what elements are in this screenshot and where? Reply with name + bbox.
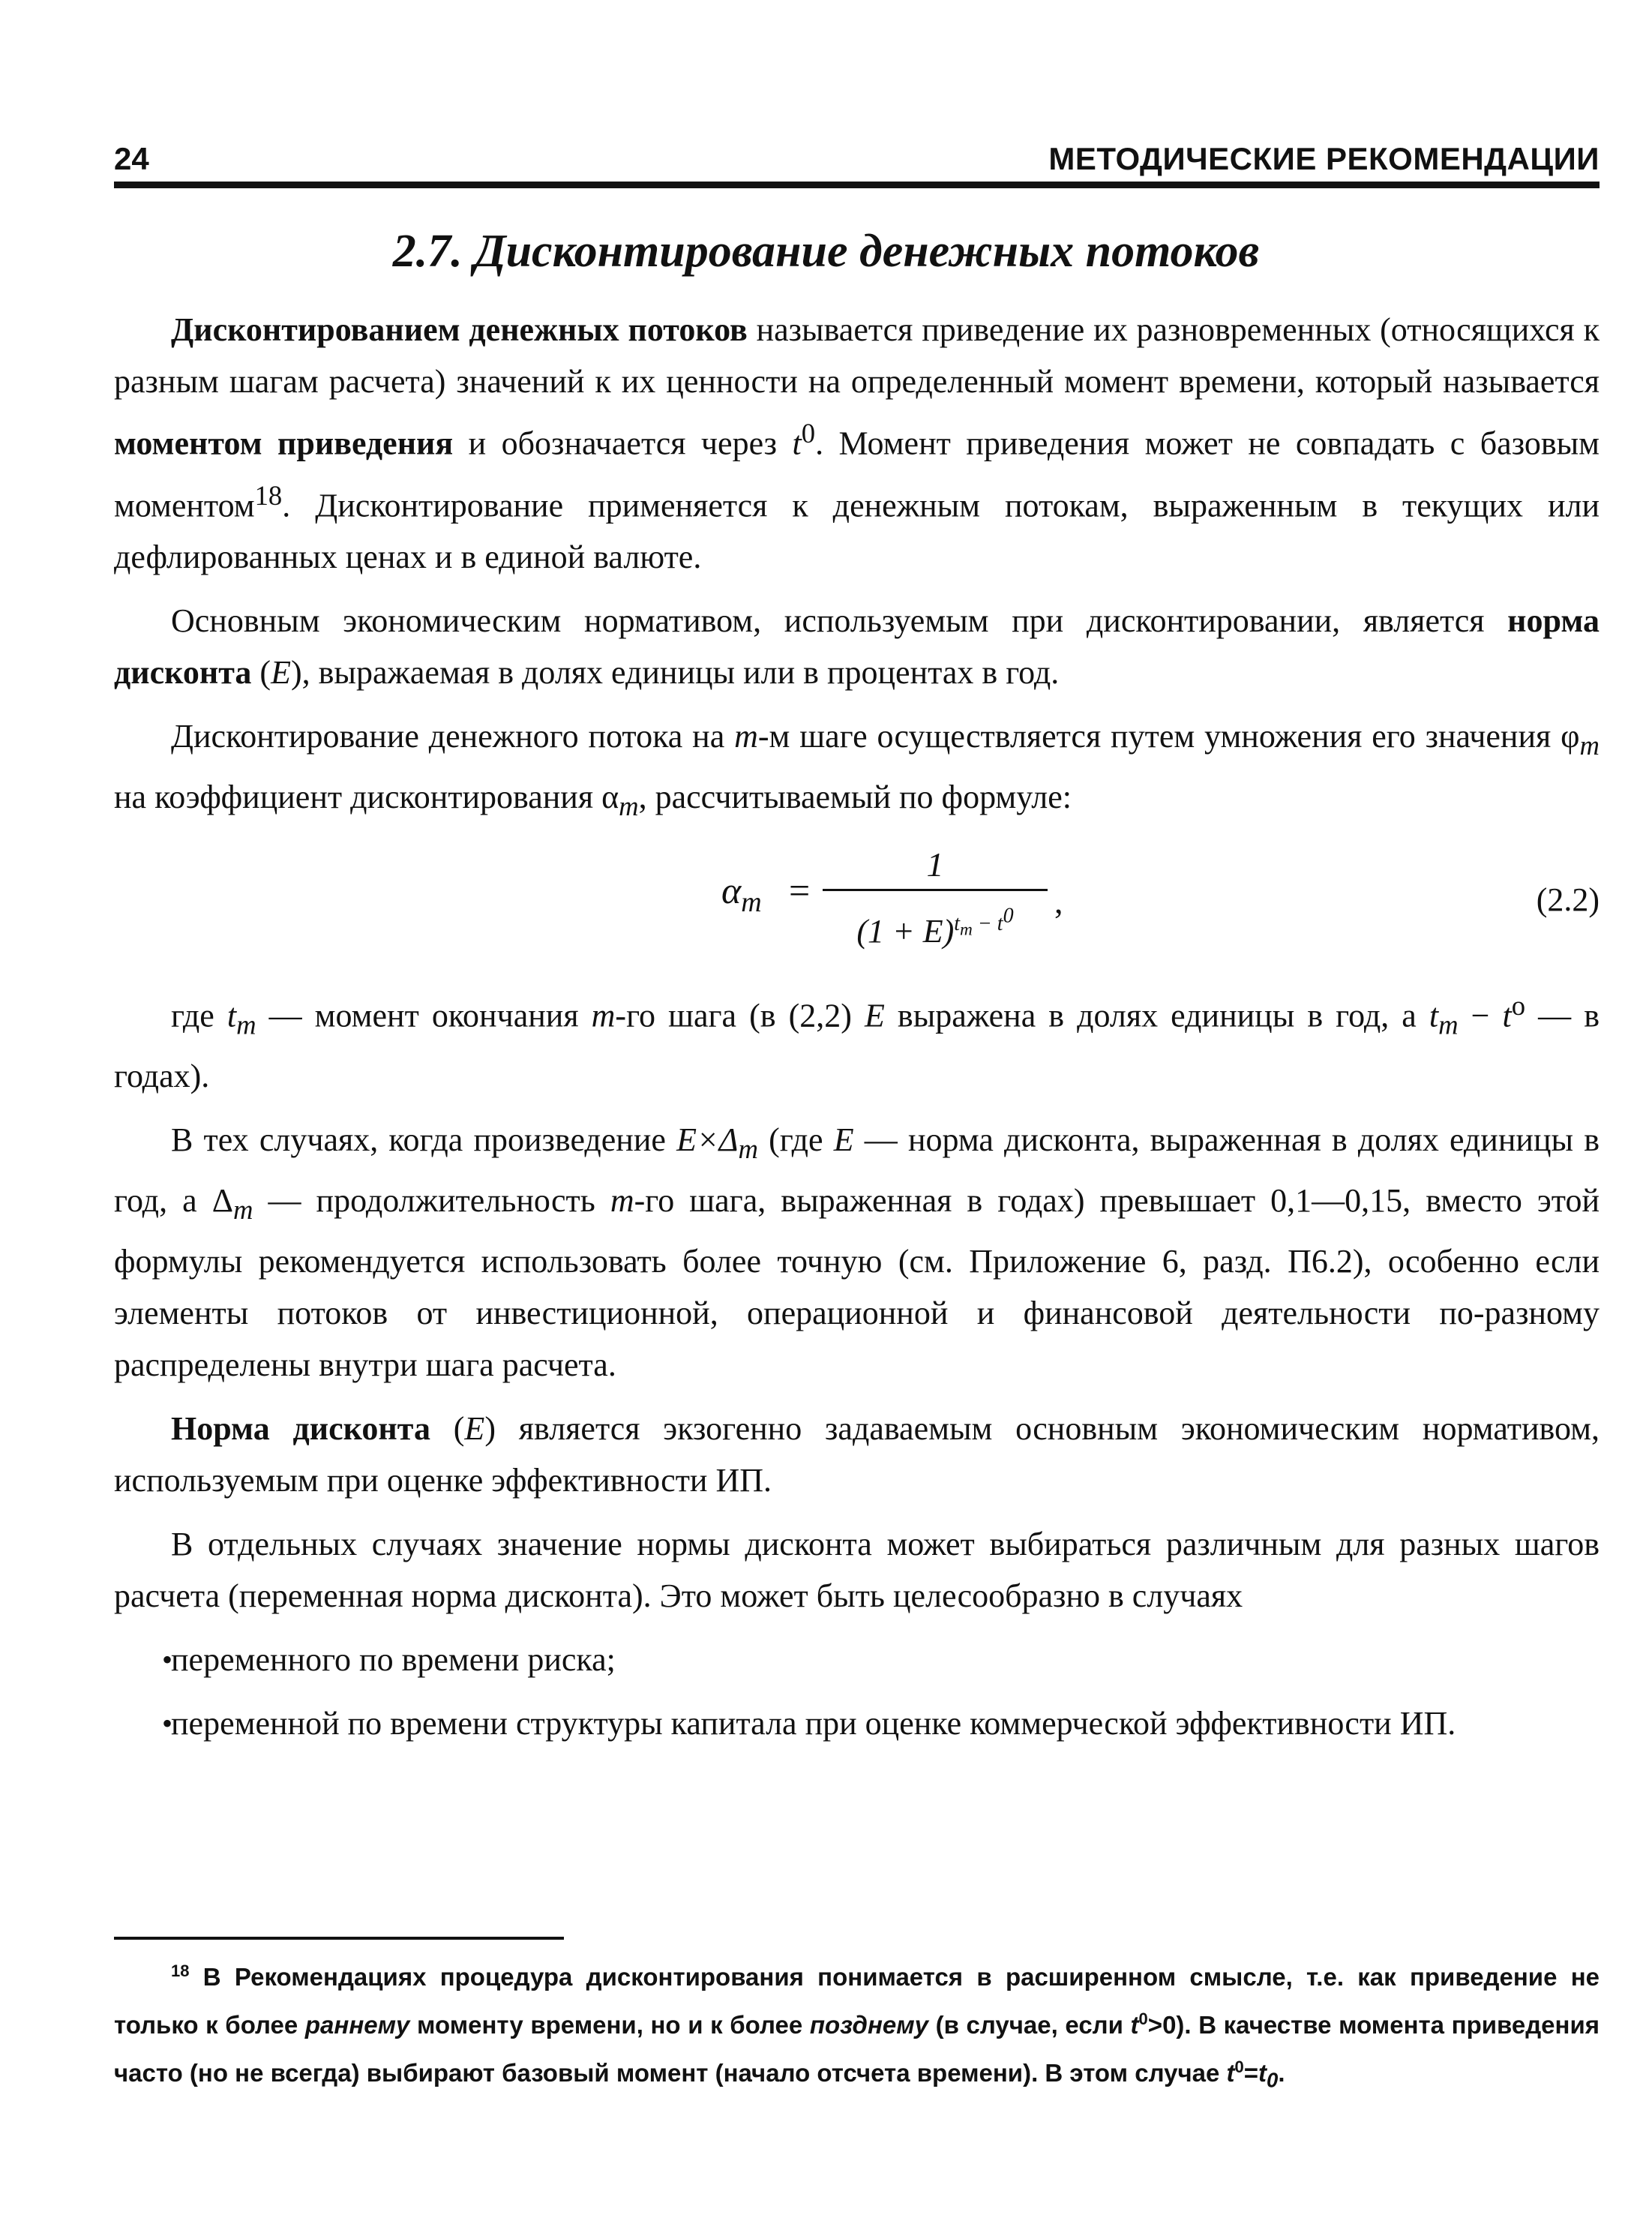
bullet-list [114, 1634, 1600, 1749]
text: ), выражаемая в долях единицы или в процентах в год. [290, 654, 1060, 692]
text: ( [430, 1409, 465, 1447]
symbol-sub: m [1438, 1009, 1459, 1040]
text: . [1278, 2059, 1285, 2087]
symbol-m: m [591, 997, 616, 1034]
text: называется приведение их разновременных (относящихся к разным шагам расчета) значений к их ценности на определенный момент времени, который называется [114, 311, 1600, 400]
symbol-m: m [734, 718, 758, 755]
paragraph-5 [114, 1114, 1600, 1391]
text: — момент окончания [256, 997, 592, 1034]
text: ) является экзогенно задаваемым основным экономическим нормативом, используемым при оценке эффективности ИП. [114, 1409, 1600, 1499]
symbol-sub: 0 [1267, 2068, 1279, 2092]
term-discount-rate: норма дисконта [114, 602, 1600, 692]
symbol-e: E [864, 997, 885, 1034]
symbol-t: t [1130, 2011, 1139, 2039]
symbol-e: E [833, 1121, 854, 1159]
list-item-text: переменного по времени риска; [171, 1640, 616, 1678]
text: — в годах). [114, 997, 1600, 1095]
symbol-sub: m [232, 1193, 253, 1225]
footnote-ref[interactable]: 18 [254, 479, 283, 511]
text: В тех случаях, когда произведение [171, 1121, 677, 1159]
header-rule [114, 182, 1600, 188]
emphasis: позднему [809, 2011, 928, 2039]
section-title: 2.7. Дисконтирование денежных потоков [392, 226, 1260, 277]
running-title: МЕТОДИЧЕСКИЕ РЕКОМЕНДАЦИИ [1048, 141, 1600, 176]
list-item [114, 1697, 1600, 1749]
paragraph-4 [114, 980, 1600, 1102]
bullet-icon: • [162, 1642, 173, 1676]
formula-equals: = [789, 869, 811, 911]
symbol-sup: 0 [801, 418, 816, 449]
text: выражена в долях единицы в год, а [884, 997, 1429, 1034]
symbol-delta: Δ [211, 1182, 233, 1220]
symbol-e: E [271, 654, 291, 692]
formula-comma: , [1054, 881, 1063, 920]
text: ( [251, 654, 271, 692]
symbol-e: E [464, 1409, 485, 1447]
text: >0). В качестве момента приведения часто (но не всегда) выбирают базовый момент (начало отсчета времени). В этом случае [114, 2011, 1600, 2087]
text: = [1243, 2059, 1259, 2087]
text: , рассчитываемый по формуле: [638, 779, 1072, 816]
symbol-m: m [610, 1182, 634, 1220]
text: − [1458, 997, 1503, 1034]
text: -го шага (в (2,2) [615, 997, 865, 1034]
symbol-t: t [226, 997, 237, 1034]
text: . Момент приведения может не совпадать с базовым моментом [114, 425, 1600, 524]
symbol-t: t [1429, 997, 1439, 1034]
page-number: 24 [114, 141, 149, 176]
formula-numerator: 1 [926, 845, 944, 884]
symbol-t: t [1226, 2059, 1235, 2087]
list-item-text: переменной по времени структуры капитала при оценке коммерческой эффективности ИП. [171, 1704, 1456, 1742]
formula-fraction [823, 844, 1048, 953]
text: на коэффициент дисконтирования [114, 779, 602, 816]
footnote-number: 18 [171, 1961, 190, 1980]
text: (в случае, если [928, 2011, 1131, 2039]
text: и обозначается через [453, 425, 793, 462]
paragraph-7: В отдельных случаях значение нормы дисконта может выбираться различным для разных шагов расчета (переменная норма дисконта). Это может быть целесообразно в случаях [114, 1525, 1600, 1614]
bullet-icon: • [162, 1706, 173, 1740]
term-discount-rate: Норма дисконта [171, 1409, 430, 1447]
text: Основным экономическим нормативом, используемым при дисконтировании, является [171, 602, 1508, 640]
paragraph-6 [114, 1403, 1600, 1506]
paragraph-3 [114, 710, 1600, 832]
fraction-bar [823, 889, 1048, 891]
footnote-18 [114, 1950, 1600, 2102]
symbol-t: t [1258, 2059, 1267, 2087]
symbol-sub: m [1579, 730, 1600, 761]
emphasis: раннему [304, 2011, 410, 2039]
text: — продолжительность [253, 1182, 610, 1220]
text: где [171, 997, 227, 1034]
text: -м шаге осуществляется путем умножения его значения [757, 718, 1561, 755]
symbol-t: t [792, 425, 802, 462]
formula-2-2 [114, 844, 1600, 968]
text: (где [757, 1121, 834, 1159]
symbol-e-delta: E×Δ [676, 1121, 739, 1159]
symbol-sub: m [236, 1009, 256, 1040]
symbol-t: t [1502, 997, 1512, 1034]
paragraph-1 [114, 304, 1600, 583]
text: моменту времени, но и к более [409, 2011, 810, 2039]
page-header [114, 135, 1600, 182]
symbol-sup: 0 [1234, 2057, 1244, 2076]
symbol-sup: 0 [1138, 2009, 1148, 2028]
body-text [114, 304, 1600, 1761]
text: . Дисконтирование применяется к денежным потокам, выраженным в текущих или дефлированных ценах и в единой валюте. [114, 487, 1600, 576]
formula-number: (2.2) [1536, 881, 1600, 918]
symbol-alpha: α [601, 779, 619, 816]
term-reduction-moment: моментом приведения [114, 425, 454, 462]
term-discounting: Дисконтированием денежных потоков [171, 311, 748, 348]
symbol-sup: o [1511, 989, 1526, 1021]
text: В Рекомендациях процедура дисконтирования понимается в расширенном смысле, т.е. как приведение не только к более [114, 1963, 1600, 2039]
symbol-phi: φ [1561, 718, 1580, 755]
symbol-sub: m [738, 1133, 758, 1165]
text: Дисконтирование денежного потока на [171, 718, 735, 755]
paragraph-2 [114, 595, 1600, 698]
symbol-sub: m [619, 790, 639, 821]
text: -го шага, выраженная в годах) превышает 0,1—0,15, вместо этой формулы рекомендуется использовать более точную (см. Приложение 6, разд. П6.2), особенно если элементы потоков от инвестиционной, операционной и финансовой деятельности по-разному распределены внутри шага расчета. [114, 1182, 1600, 1383]
list-item [114, 1634, 1600, 1685]
footnote-rule [114, 1937, 564, 1940]
formula-denominator: $(1 + E)^{t_m - t^0}$ [856, 904, 1014, 950]
formula-lhs: $\alpha_m$ [721, 869, 762, 918]
text: — норма дисконта, выраженная в долях единицы в год, а [114, 1121, 1600, 1220]
